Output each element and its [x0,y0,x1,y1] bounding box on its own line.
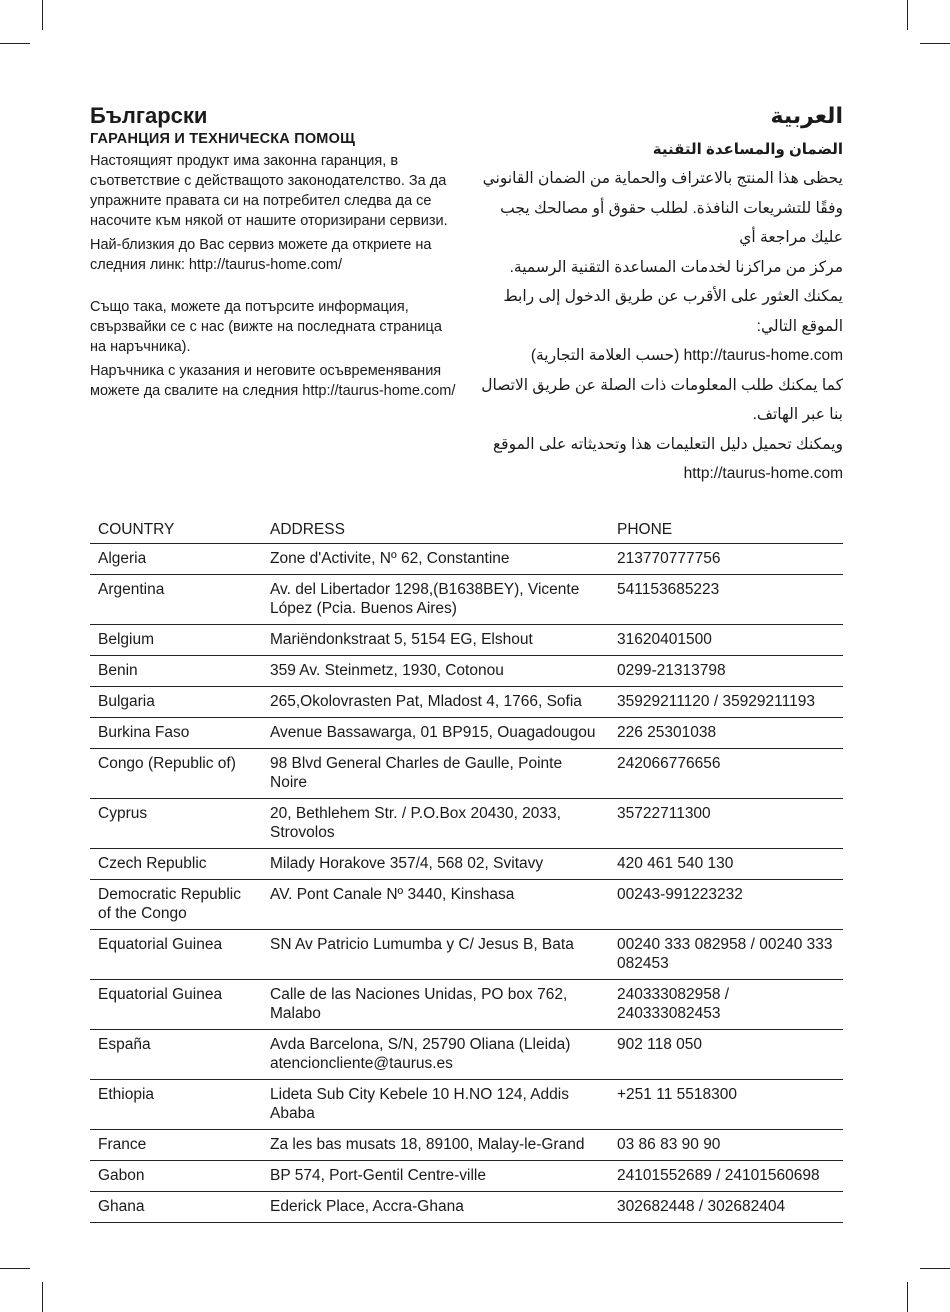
crop-mark-top-left-v [42,0,43,30]
table-body [90,544,843,1223]
crop-mark-top-left-h [0,43,30,44]
table-row [90,849,843,880]
country-cell: Belgium [90,625,262,656]
table-row [90,718,843,749]
phone-cell: 541153685223 [609,575,843,625]
phone-cell: 35929211120 / 35929211193 [609,687,843,718]
arabic-paragraph: http://taurus-home.com (حسب العلامة التجارية) [530,347,843,364]
arabic-section [470,102,843,489]
phone-cell: 242066776656 [609,749,843,799]
arabic-paragraph: كما يمكنك طلب المعلومات ذات الصلة عن طريق الاتصال بنا عبر الهاتف. [481,376,843,423]
address-cell: Av. del Libertador 1298,(B1638BEY), Vicente López (Pcia. Buenos Aires) [262,575,609,625]
country-cell: Czech Republic [90,849,262,880]
country-cell: Ghana [90,1192,262,1223]
bulgarian-warranty-heading: ГАРАНЦИЯ И ТЕХНИЧЕСКА ПОМОЩ [90,131,356,147]
arabic-paragraph: يحظى هذا المنتج بالاعتراف والحماية من الضمان القانوني وفقًا للتشريعات النافذة. لطلب حقوق أو مصالحك يجب عليك مراجعة أي [482,170,843,246]
phone-cell: 240333082958 / 240333082453 [609,980,843,1030]
crop-mark-top-right-h [920,43,950,44]
country-cell: España [90,1030,262,1080]
country-cell: Congo (Republic of) [90,749,262,799]
arabic-paragraph: ويمكنك تحميل دليل التعليمات هذا وتحديثاته على الموقع http://taurus-home.com [492,435,843,482]
address-cell: Avenue Bassawarga, 01 BP915, Ouagadougou [262,718,609,749]
address-cell: AV. Pont Canale Nº 3440, Kinshasa [262,880,609,930]
address-cell: Avda Barcelona, S/N, 25790 Oliana (Lleida) atencioncliente@taurus.es [262,1030,609,1080]
country-cell: Burkina Faso [90,718,262,749]
bulgarian-paragraph: Наръчника с указания и неговите осъвременявания можете да свалите на следния http://taurus-home.com/ [90,363,456,399]
crop-mark-bottom-right-v [907,1282,908,1312]
address-cell: 359 Av. Steinmetz, 1930, Cotonou [262,656,609,687]
table-row [90,656,843,687]
address-cell: Milady Horakove 357/4, 568 02, Svitavy [262,849,609,880]
crop-mark-bottom-left-h [0,1268,30,1269]
crop-mark-bottom-left-v [42,1282,43,1312]
bulgarian-language-title: Български [90,103,208,128]
table-row [90,544,843,575]
table-row [90,1130,843,1161]
service-contacts-table [90,516,843,1223]
table-row [90,799,843,849]
phone-cell: 00243-991223232 [609,880,843,930]
bulgarian-paragraph: Най-близкия до Вас сервиз можете да откриете на следния линк: http://taurus-home.com/ [90,237,432,273]
country-cell: Equatorial Guinea [90,930,262,980]
country-cell: Democratic Republic of the Congo [90,880,262,930]
country-cell: Benin [90,656,262,687]
address-cell: Za les bas musats 18, 89100, Malay-le-Grand [262,1130,609,1161]
phone-cell: 420 461 540 130 [609,849,843,880]
arabic-warranty-heading: الضمان والمساعدة التقنية [652,141,843,158]
table-row [90,687,843,718]
phone-cell: 213770777756 [609,544,843,575]
address-cell: Mariëndonkstraat 5, 5154 EG, Elshout [262,625,609,656]
country-cell: Argentina [90,575,262,625]
country-cell: Cyprus [90,799,262,849]
phone-cell: 03 86 83 90 90 [609,1130,843,1161]
country-cell: Ethiopia [90,1080,262,1130]
country-cell: Bulgaria [90,687,262,718]
address-cell: Ederick Place, Accra-Ghana [262,1192,609,1223]
phone-cell: 226 25301038 [609,718,843,749]
table-row [90,1161,843,1192]
address-cell: 98 Blvd General Charles de Gaulle, Pointe Noire [262,749,609,799]
arabic-paragraph: يمكنك العثور على الأقرب عن طريق الدخول إلى رابط الموقع التالي: [503,288,843,335]
column-header-address: ADDRESS [262,516,609,544]
phone-cell: 302682448 / 302682404 [609,1192,843,1223]
address-cell: 265,Okolovrasten Pat, Mladost 4, 1766, Sofia [262,687,609,718]
phone-cell: 24101552689 / 24101560698 [609,1161,843,1192]
table-row [90,749,843,799]
arabic-paragraph: مركز من مراكزنا لخدمات المساعدة التقنية الرسمية. [509,258,843,276]
address-cell: SN Av Patricio Lumumba y C/ Jesus B, Bata [262,930,609,980]
phone-cell: +251 11 5518300 [609,1080,843,1130]
country-cell: France [90,1130,262,1161]
address-cell: Calle de las Naciones Unidas, PO box 762, Malabo [262,980,609,1030]
phone-cell: 35722711300 [609,799,843,849]
phone-cell: 31620401500 [609,625,843,656]
crop-mark-top-right-v [907,0,908,30]
bulgarian-section [90,102,460,405]
table-row [90,980,843,1030]
phone-cell: 0299-21313798 [609,656,843,687]
table-row [90,880,843,930]
column-header-country: COUNTRY [90,516,262,544]
table-row [90,1080,843,1130]
phone-cell: 902 118 050 [609,1030,843,1080]
arabic-language-title: العربية [770,103,843,128]
address-cell: Zone d'Activite, Nº 62, Constantine [262,544,609,575]
table-row [90,1030,843,1080]
country-cell: Gabon [90,1161,262,1192]
bulgarian-paragraph: Настоящият продукт има законна гаранция, в съответствие с действащото законодателство. За да упражните правата си на потребител следва да се насочите към някой от нашите оторизирани сервизи. [90,153,448,229]
table-row [90,1192,843,1223]
bulgarian-paragraph: Също така, можете да потърсите информация, свързвайки се с нас (вижте на последната страница на наръчника). [90,299,442,355]
address-cell: Lideta Sub City Kebele 10 H.NO 124, Addis Ababa [262,1080,609,1130]
table-row [90,930,843,980]
phone-cell: 00240 333 082958 / 00240 333 082453 [609,930,843,980]
address-cell: 20, Bethlehem Str. / P.O.Box 20430, 2033, Strovolos [262,799,609,849]
table-row [90,575,843,625]
column-header-phone: PHONE [609,516,843,544]
crop-mark-bottom-right-h [920,1268,950,1269]
table-header-row [90,516,843,544]
address-cell: BP 574, Port-Gentil Centre-ville [262,1161,609,1192]
table-row [90,625,843,656]
country-cell: Algeria [90,544,262,575]
country-cell: Equatorial Guinea [90,980,262,1030]
